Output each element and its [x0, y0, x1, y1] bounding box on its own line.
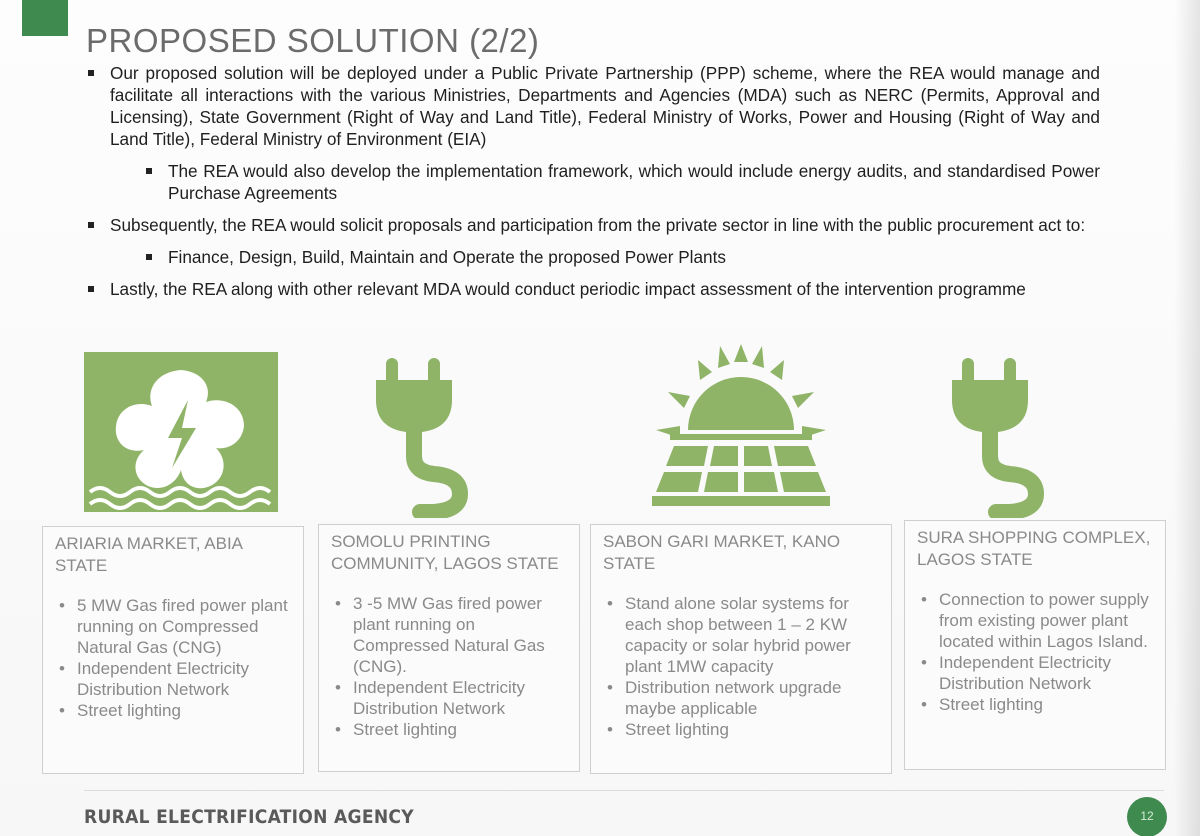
footer-agency-name: RURAL ELECTRIFICATION AGENCY — [84, 806, 414, 828]
card-item: • Independent Electricity Distribution Network — [55, 658, 293, 700]
card-title: SABON GARI MARKET, KANO STATE — [603, 532, 841, 573]
hydro-turbine-icon — [84, 352, 278, 512]
page-number-badge: 12 — [1127, 797, 1167, 836]
card-item-list — [917, 589, 1155, 715]
card-item: • Street lighting — [917, 694, 1155, 715]
project-card-ariaria — [42, 526, 304, 774]
edge-shadow — [1174, 0, 1200, 836]
card-item: • Stand alone solar systems for each shop between 1 – 2 KW capacity or solar hybrid power plant 1MW capacity — [603, 593, 881, 677]
project-card-sura — [904, 520, 1166, 770]
card-item: • Street lighting — [603, 719, 881, 740]
card-item: • Connection to power supply from existing power plant located within Lagos Island. — [917, 589, 1155, 652]
power-plug-icon — [376, 352, 476, 518]
sub-bullet-item: The REA would also develop the implementation framework, which would include energy audits, and standardised Power Purchase Agreements — [144, 160, 1100, 204]
project-card-somolu — [318, 524, 580, 772]
slide-title: PROPOSED SOLUTION (2/2) — [86, 22, 540, 59]
card-item: • Distribution network upgrade maybe applicable — [603, 677, 881, 719]
project-card-sabon-gari — [590, 524, 892, 774]
card-item: • Independent Electricity Distribution Network — [331, 677, 569, 719]
card-item: • Independent Electricity Distribution Network — [917, 652, 1155, 694]
corner-accent — [22, 0, 68, 36]
card-item: • 3 -5 MW Gas fired power plant running on Compressed Natural Gas (CNG). — [331, 593, 569, 677]
card-item-list — [55, 595, 293, 721]
bullet-item: Our proposed solution will be deployed under a Public Private Partnership (PPP) scheme, where the REA would manage and facilitate all interactions with the various Ministries, Departments and Agencies (MDA) such as NERC (Permits, Approval and Licensing), State Government (Right of Way and Land Title), Federal Ministry of Works, Power and Housing (Right of Way and Land Title), Federal Ministry of Environment (EIA) — [86, 62, 1100, 150]
footer-divider — [84, 790, 1164, 791]
card-title: SOMOLU PRINTING COMMUNITY, LAGOS STATE — [331, 532, 559, 573]
card-item: • Street lighting — [331, 719, 569, 740]
sub-bullet-item: Finance, Design, Build, Maintain and Operate the proposed Power Plants — [144, 246, 1100, 268]
solar-panel-icon — [648, 342, 834, 508]
card-item-list — [603, 593, 881, 740]
card-title: ARIARIA MARKET, ABIA STATE — [55, 534, 243, 575]
card-item: • Street lighting — [55, 700, 293, 721]
card-title: SURA SHOPPING COMPLEX, LAGOS STATE — [917, 528, 1151, 569]
bullet-item: Subsequently, the REA would solicit proposals and participation from the private sector in line with the public procurement act to: — [86, 214, 1100, 236]
card-item: • 5 MW Gas fired power plant running on Compressed Natural Gas (CNG) — [55, 595, 293, 658]
bullet-item: Lastly, the REA along with other relevant MDA would conduct periodic impact assessment of the intervention programme — [86, 278, 1100, 300]
card-item-list — [331, 593, 569, 740]
power-plug-icon — [952, 352, 1052, 518]
bullet-list — [86, 62, 1100, 310]
